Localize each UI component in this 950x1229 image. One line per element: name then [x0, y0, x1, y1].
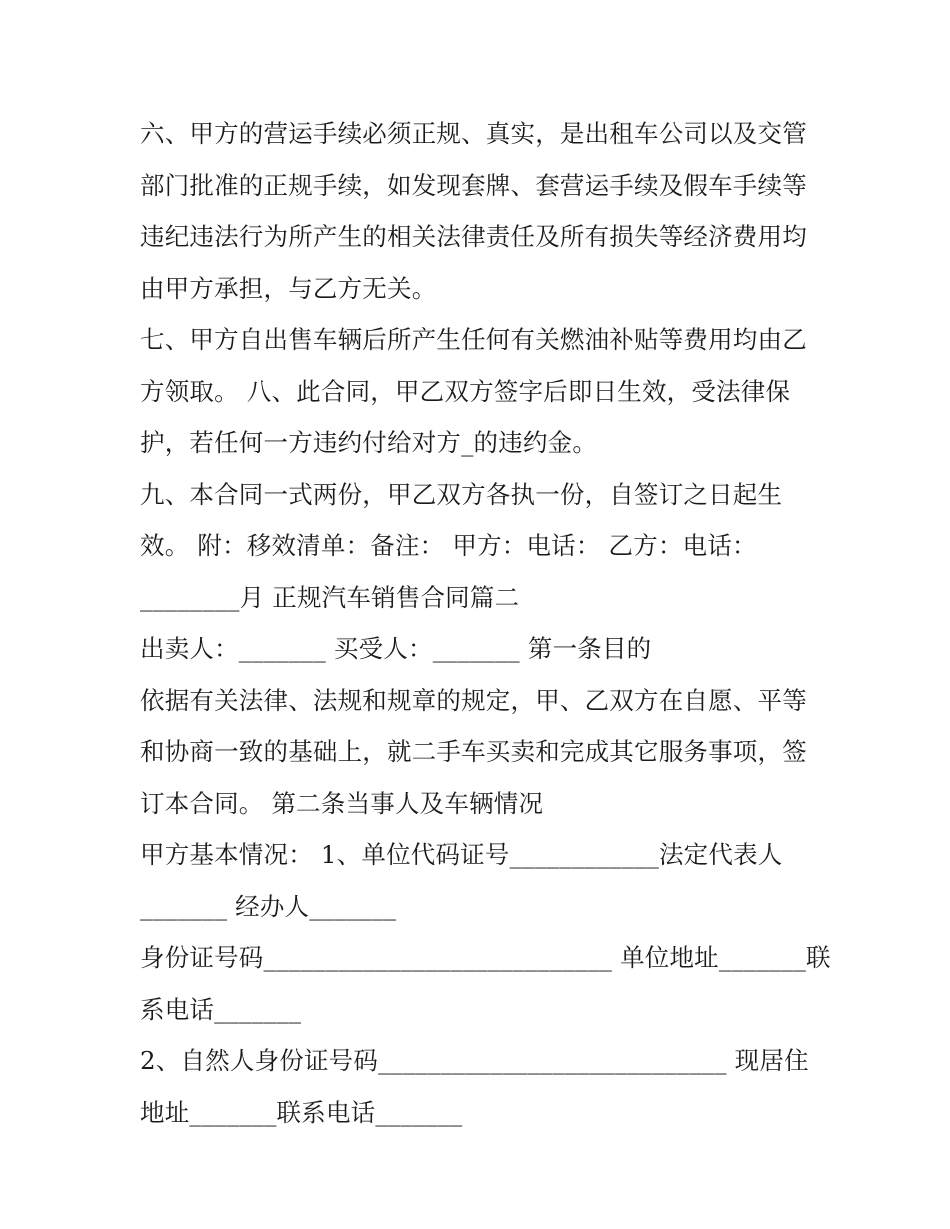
text-line: _______ 经办人_______: [140, 891, 397, 921]
contract-text: [140, 108, 831, 1138]
text-line: 订本合同。 第二条当事人及车辆情况: [140, 788, 544, 818]
text-line: 九、本合同一式两份，甲乙双方各执一份，自签订之日起生: [140, 479, 783, 509]
section-heading-line: ________月 正规汽车销售合同篇二: [140, 582, 520, 612]
text-line: 依据有关法律、法规和规章的规定，甲、乙双方在自愿、平等: [140, 685, 807, 715]
text-line: 系电话_______: [140, 994, 302, 1024]
text-line: 和协商一致的基础上，就二手车买卖和完成其它服务事项，签: [140, 737, 807, 766]
text-line: 由甲方承担，与乙方无关。: [140, 273, 437, 303]
text-line: 出卖人：_______ 买受人：_______ 第一条目的: [140, 634, 652, 663]
text-line: 护，若任何一方违约付给对方_的违约金。: [140, 428, 598, 457]
text-line: 地址_______联系电话_______: [140, 1097, 463, 1127]
text-line: 甲方基本情况： 1、单位代码证号____________法定代表人: [140, 840, 783, 869]
text-line: 六、甲方的营运手续必须正规、真实，是出租车公司以及交管: [140, 119, 807, 148]
text-line: 身份证号码____________________________ 单位地址_______联: [140, 943, 831, 972]
text-line: 七、甲方自出售车辆后所产生任何有关燃油补贴等费用均由乙: [140, 325, 807, 354]
text-line: 部门批准的正规手续，如发现套牌、套营运手续及假车手续等: [140, 170, 807, 200]
text-line: 效。 附：移效清单：备注： 甲方：电话： 乙方：电话：: [140, 531, 757, 560]
text-line: 2、自然人身份证号码____________________________ 现居住: [140, 1046, 809, 1075]
text-line: 方领取。 八、此合同，甲乙双方签字后即日生效，受法律保: [140, 376, 791, 406]
text-line: 违纪违法行为所产生的相关法律责任及所有损失等经济费用均: [140, 222, 807, 251]
